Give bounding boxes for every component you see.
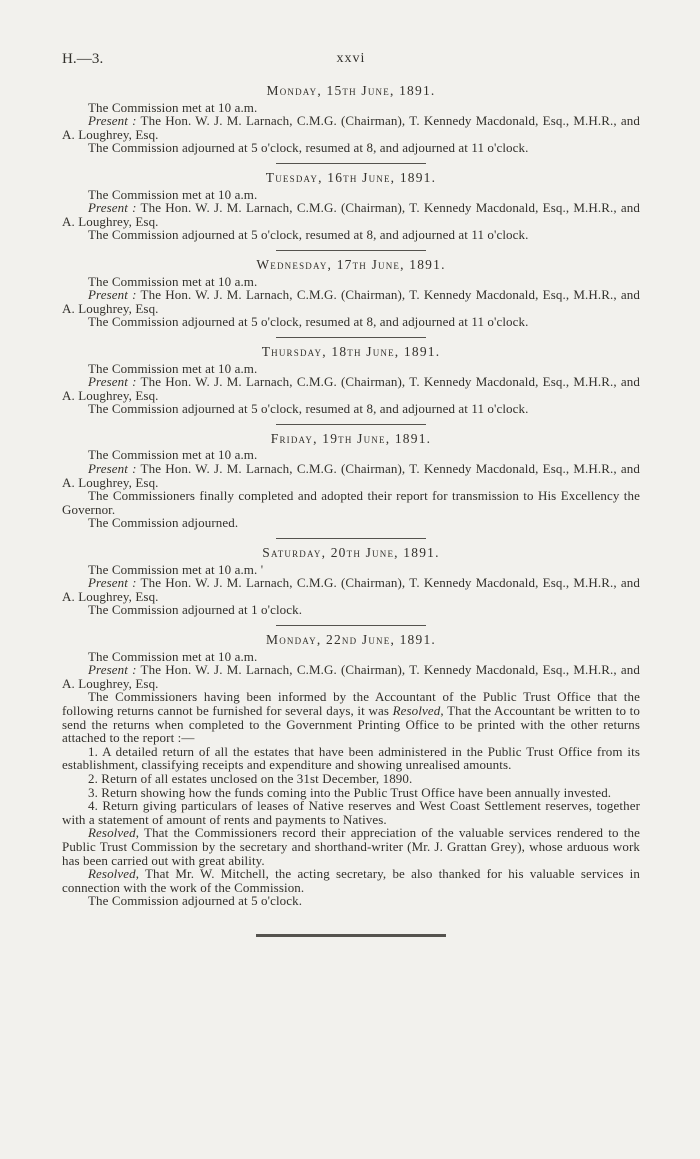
- return-item: 3. Return showing how the funds coming into the Public Trust Office have been annually invested.: [88, 784, 612, 800]
- adjourned-line: The Commission adjourned at 5 o'clock, resumed at 8, and adjourned at 11 o'clock.: [88, 140, 529, 156]
- end-of-minutes-rule: [256, 934, 446, 937]
- section-divider: [276, 250, 426, 251]
- adjourned-line: The Commission adjourned.: [88, 515, 239, 531]
- page-number: xxvi: [336, 51, 366, 66]
- section-heading: Tuesday, 16th June, 1891.: [265, 169, 437, 185]
- adjourned-line: The Commission adjourned at 5 o'clock, resumed at 8, and adjourned at 11 o'clock.: [88, 401, 529, 417]
- adjourned-line: The Commission adjourned at 5 o'clock, resumed at 8, and adjourned at 11 o'clock.: [88, 314, 529, 330]
- met-line: The Commission met at 10 a.m.: [88, 273, 258, 289]
- section-monday-22-june: [62, 633, 640, 908]
- present-label: Present :: [88, 113, 137, 129]
- resolution-post: , That the Commissioners record their appreciation of the valuable services rendered to the Public Trust Commission by the secretary and shorthand-writer (Mr. J. Grattan Grey), whose arduous work has been carried out with great ability.: [62, 825, 640, 868]
- section-heading: Monday, 22nd June, 1891.: [266, 632, 436, 647]
- resolution-paragraph: [62, 826, 640, 867]
- present-text: The Hon. W. J. M. Larnach, C.M.G. (Chairman), T. Kennedy Macdonald, Esq., M.H.R., and A. Loughrey, Esq.: [62, 287, 640, 316]
- present-line: [62, 375, 640, 402]
- present-line: [62, 114, 640, 141]
- resolved-word: Resolved: [88, 825, 136, 841]
- section-divider: [276, 424, 426, 425]
- present-label: Present :: [88, 374, 137, 390]
- present-label: Present :: [88, 575, 137, 591]
- document-reference: H.—3.: [62, 51, 104, 67]
- present-label: Present :: [88, 461, 137, 477]
- section-heading: Saturday, 20th June, 1891.: [262, 545, 440, 561]
- section-divider: [276, 337, 426, 338]
- page-header: [62, 52, 640, 70]
- section-monday-15-june: [62, 84, 640, 155]
- resolution-post: , That the Accountant be written to to send the returns when completed to the Government Printing Office to be printed with the other returns attached to the report :—: [62, 702, 640, 746]
- resolved-word: Resolved: [392, 702, 441, 718]
- section-heading: Friday, 19th June, 1891.: [270, 430, 432, 446]
- met-line: The Commission met at 10 a.m.: [88, 447, 258, 463]
- resolution-paragraph: [62, 690, 640, 744]
- section-wednesday-17-june: [62, 258, 640, 329]
- adjourned-line: The Commission adjourned at 5 o'clock.: [88, 893, 303, 909]
- return-item: 2. Return of all estates unclosed on the 31st December, 1890.: [88, 770, 413, 786]
- section-friday-19-june: [62, 432, 640, 530]
- return-item: 1. A detailed return of all the estates that have been administered in the Public Trust Office from its establishment, classifying receipts and expenditure and showing unrealised amounts.: [62, 743, 640, 773]
- present-label: Present :: [88, 200, 137, 216]
- present-line: [62, 462, 640, 489]
- present-label: Present :: [88, 662, 137, 678]
- resolved-word: Resolved: [88, 866, 136, 882]
- present-line: [62, 201, 640, 228]
- section-heading: Monday, 15th June, 1891.: [266, 83, 436, 98]
- present-line: [62, 576, 640, 603]
- section-saturday-20-june: [62, 546, 640, 617]
- present-text: The Hon. W. J. M. Larnach, C.M.G. (Chairman), T. Kennedy Macdonald, Esq., M.H.R., and A. Loughrey, Esq.: [62, 113, 640, 142]
- resolution-post: , That Mr. W. Mitchell, the acting secretary, be also thanked for his valuable services in connection with the work of the Commission.: [62, 866, 640, 895]
- met-line: The Commission met at 10 a.m.: [88, 186, 258, 202]
- present-label: Present :: [88, 287, 137, 303]
- present-text: The Hon. W. J. M. Larnach, C.M.G. (Chairman), T. Kennedy Macdonald, Esq., M.H.R., and A. Loughrey, Esq.: [62, 662, 640, 691]
- report-line: The Commissioners finally completed and adopted their report for transmission to His Excellency the Governor.: [62, 488, 640, 517]
- section-thursday-18-june: [62, 345, 640, 416]
- met-line: The Commission met at 10 a.m. ': [88, 561, 264, 577]
- return-item: 4. Return giving particulars of leases of Native reserves and West Coast Settlement reserves, together with a statement of amount of rents and payments to Natives.: [62, 798, 640, 827]
- present-line: [62, 663, 640, 690]
- met-line: The Commission met at 10 a.m.: [88, 99, 258, 115]
- section-heading: Thursday, 18th June, 1891.: [261, 343, 441, 359]
- section-tuesday-16-june: [62, 171, 640, 242]
- met-line: The Commission met at 10 a.m.: [88, 360, 258, 376]
- adjourned-line: The Commission adjourned at 1 o'clock.: [88, 602, 303, 618]
- resolution-paragraph: [62, 867, 640, 894]
- section-heading: Wednesday, 17th June, 1891.: [256, 256, 446, 272]
- present-text: The Hon. W. J. M. Larnach, C.M.G. (Chairman), T. Kennedy Macdonald, Esq., M.H.R., and A. Loughrey, Esq.: [62, 461, 640, 490]
- adjourned-line: The Commission adjourned at 5 o'clock, resumed at 8, and adjourned at 11 o'clock.: [88, 227, 529, 243]
- section-divider: [276, 538, 426, 539]
- met-line: The Commission met at 10 a.m.: [88, 648, 258, 664]
- present-text: The Hon. W. J. M. Larnach, C.M.G. (Chairman), T. Kennedy Macdonald, Esq., M.H.R., and A. Loughrey, Esq.: [62, 200, 640, 229]
- present-line: [62, 288, 640, 315]
- resolution-pre: The Commissioners having been informed by the Accountant of the Public Trust Office that the following returns cannot be furnished for several days, it was: [62, 689, 640, 718]
- present-text: The Hon. W. J. M. Larnach, C.M.G. (Chairman), T. Kennedy Macdonald, Esq., M.H.R., and A. Loughrey, Esq.: [62, 575, 640, 604]
- present-text: The Hon. W. J. M. Larnach, C.M.G. (Chairman), T. Kennedy Macdonald, Esq., M.H.R., and A. Loughrey, Esq.: [62, 374, 640, 403]
- section-divider: [276, 625, 426, 626]
- section-divider: [276, 163, 426, 164]
